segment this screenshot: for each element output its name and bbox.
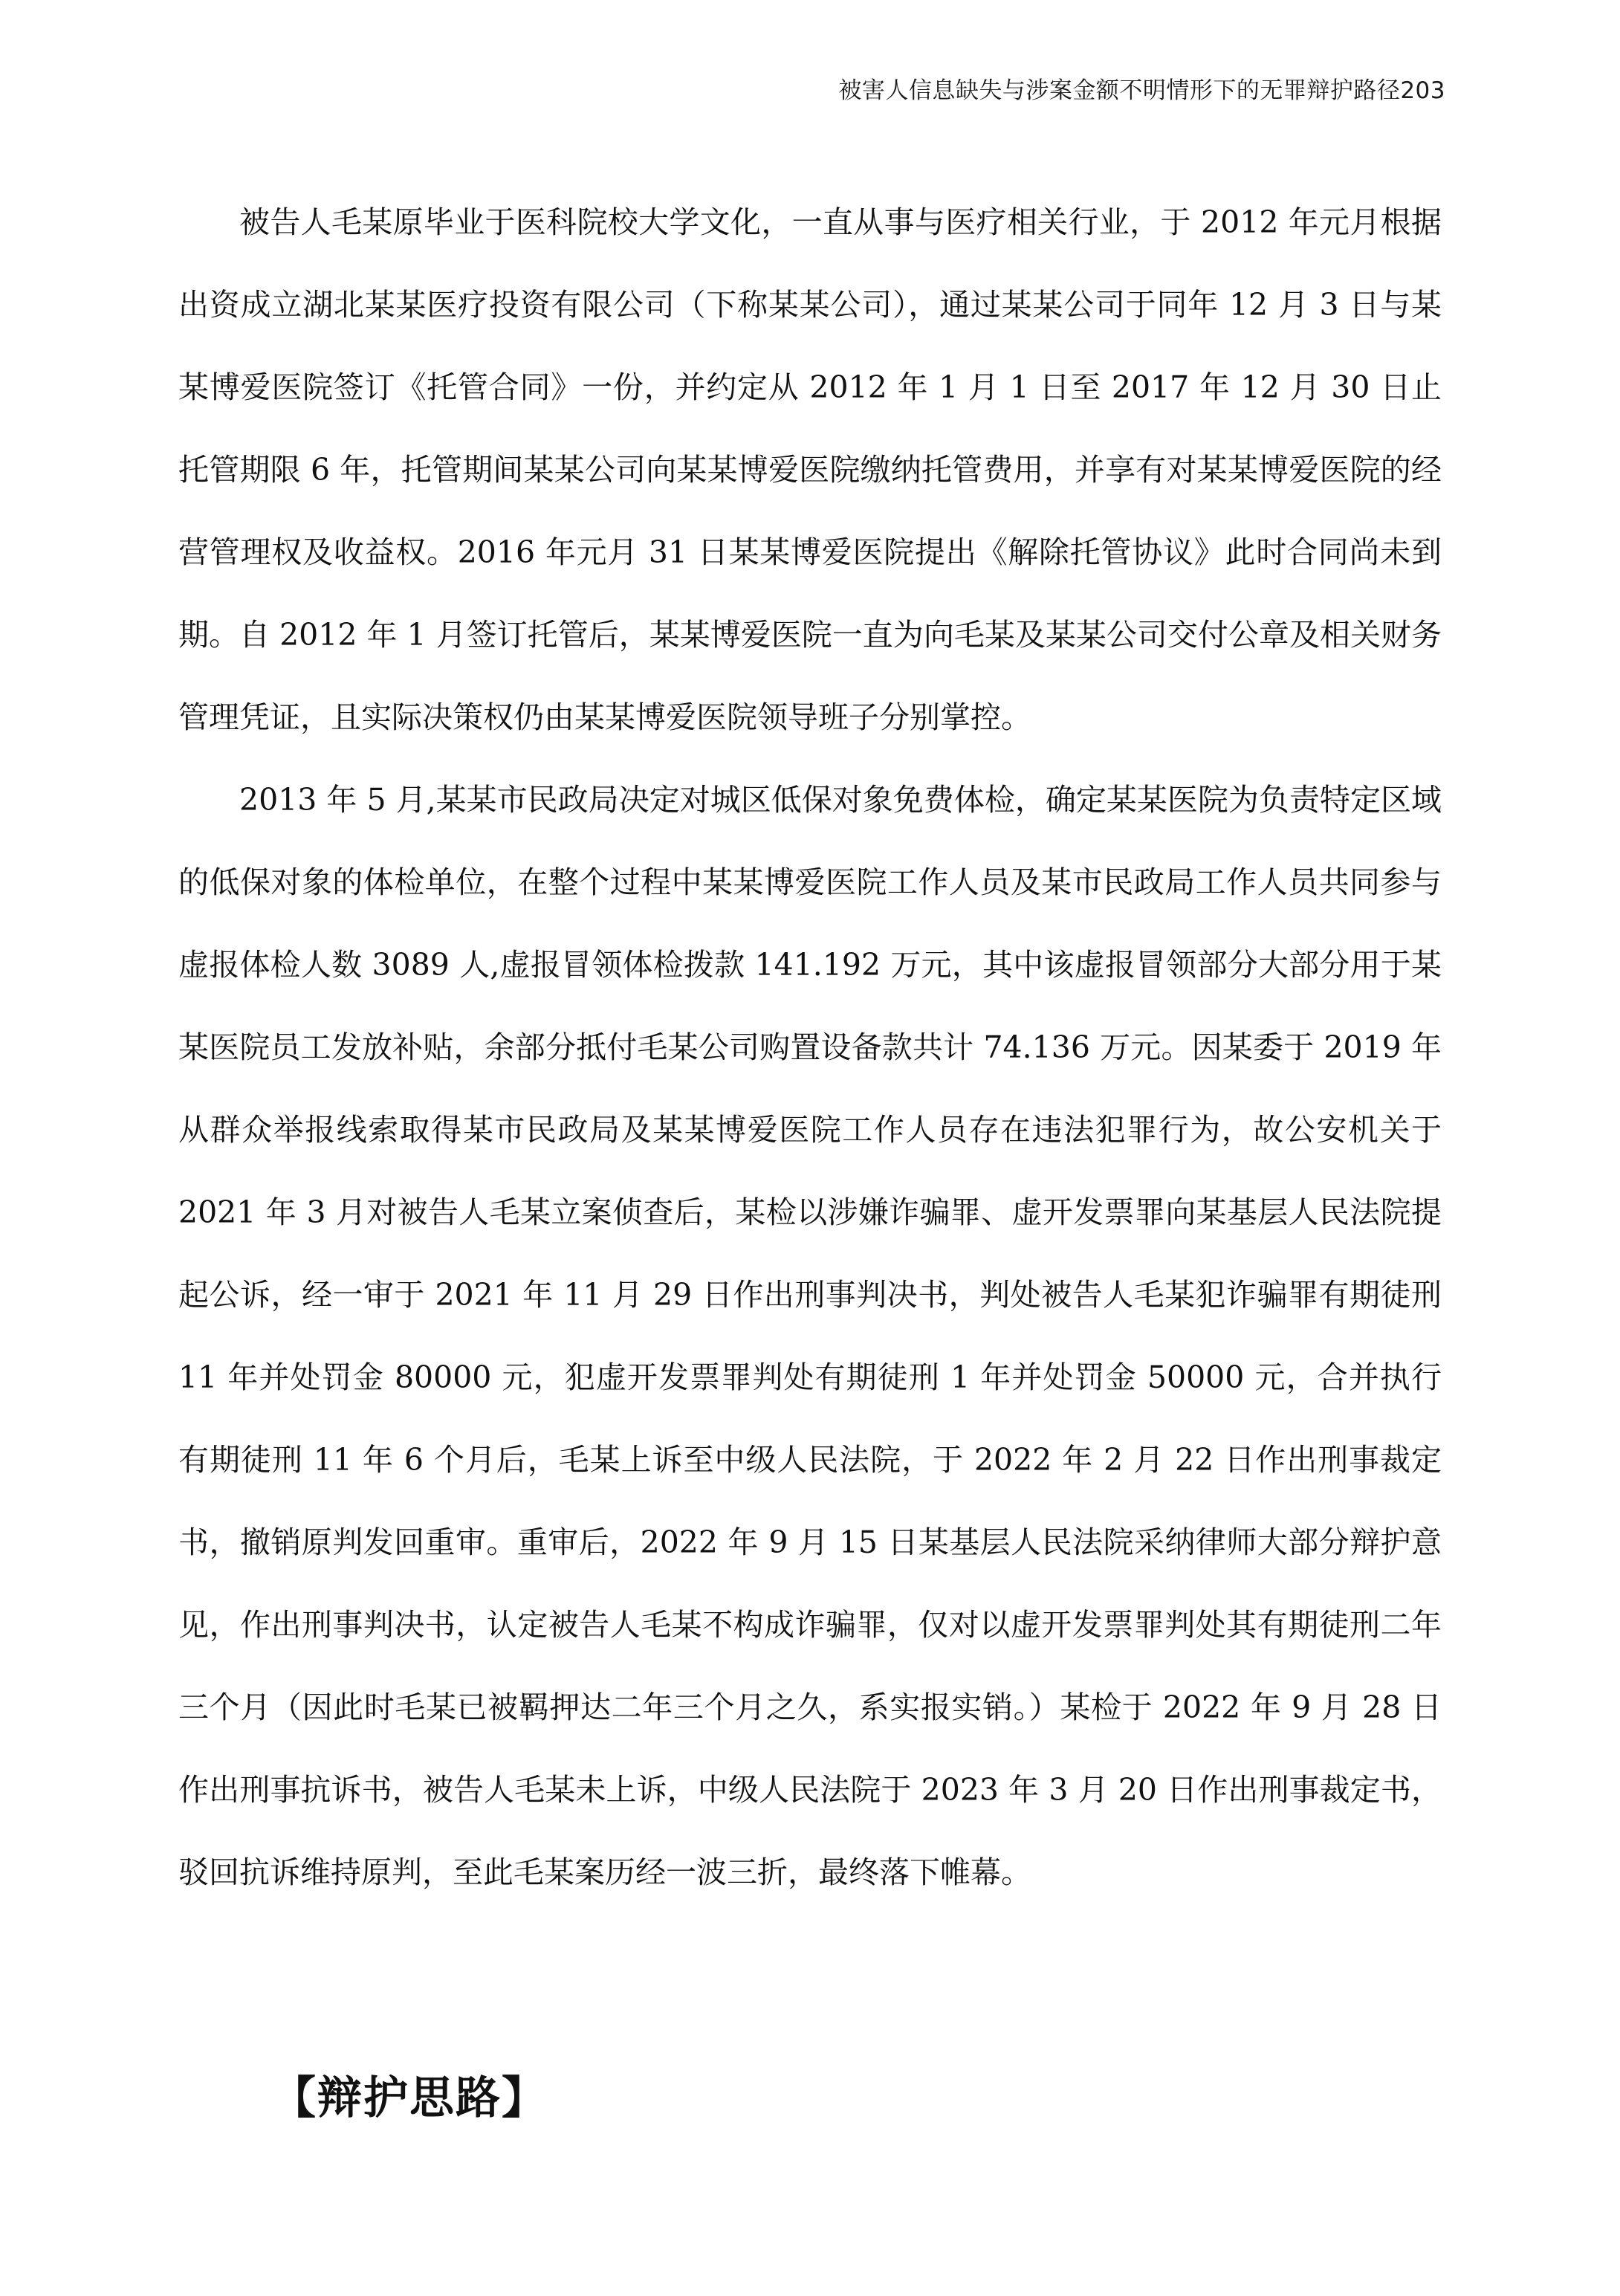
paragraph-case-background: 被告人毛某原毕业于医科院校大学文化，一直从事与医疗相关行业，于 2012 年元月根据出资成立湖北某某医疗投资有限公司（下称某某公司），通过某某公司于同年 12 月 3 日与某某博爱医院签订《托管合同》一份，并约定从 2012 年 1 月 1 日至 2017 年 12 月 30 日止托管期限 6 年，托管期间某某公司向某某博爱医院缴纳托管费用，并享有对某某博爱医院的经营管理权及收益权。2016 年元月 31 日某某博爱医院提出《解除托管协议》此时合同尚未到期。自 2012 年 1 月签订托管后，某某博爱医院一直为向毛某及某某公司交付公章及相关财务管理凭证，且实际决策权仍由某某博爱医院领导班子分别掌控。 bbox=[178, 204, 1442, 735]
running-header bbox=[838, 71, 1445, 105]
page-number: 203 bbox=[1400, 77, 1445, 104]
paragraph-case-procedure: 2013 年 5 月,某某市民政局决定对城区低保对象免费体检，确定某某医院为负责特定区域的低保对象的体检单位，在整个过程中某某博爱医院工作人员及某市民政局工作人员共同参与虚报体检人数 3089 人,虚报冒领体检拨款 141.192 万元，其中该虚报冒领部分大部分用于某某医院员工发放补贴，余部分抵付毛某公司购置设备款共计 74.136 万元。因某委于 2019 年从群众举报线索取得某市民政局及某某博爱医院工作人员存在违法犯罪行为，故公安机关于 2021 年 3 月对被告人毛某立案侦查后，某检以涉嫌诈骗罪、虚开发票罪向某基层人民法院提起公诉，经一审于 2021 年 11 月 29 日作出刑事判决书，判处被告人毛某犯诈骗罪有期徒刑 11 年并处罚金 80000 元，犯虚开发票罪判处有期徒刑 1 年并处罚金 50000 元，合并执行有期徒刑 11 年 6 个月后，毛某上诉至中级人民法院，于 2022 年 2 月 22 日作出刑事裁定书，撤销原判发回重审。重审后，2022 年 9 月 15 日某基层人民法院采纳律师大部分辩护意见，作出刑事判决书，认定被告人毛某不构成诈骗罪，仅对以虚开发票罪判处其有期徒刑二年三个月（因此时毛某已被羁押达二年三个月之久，系实报实销。）某检于 2022 年 9 月 28 日作出刑事抗诉书，被告人毛某未上诉，中级人民法院于 2023 年 3 月 20 日作出刑事裁定书，驳回抗诉维持原判，至此毛某案历经一波三折，最终落下帷幕。 bbox=[178, 782, 1442, 1890]
running-title: 被害人信息缺失与涉案金额不明情形下的无罪辩护路径 bbox=[838, 77, 1401, 104]
document-body bbox=[178, 181, 1442, 1914]
section-heading: 【辩护思路】 bbox=[271, 2072, 548, 2124]
